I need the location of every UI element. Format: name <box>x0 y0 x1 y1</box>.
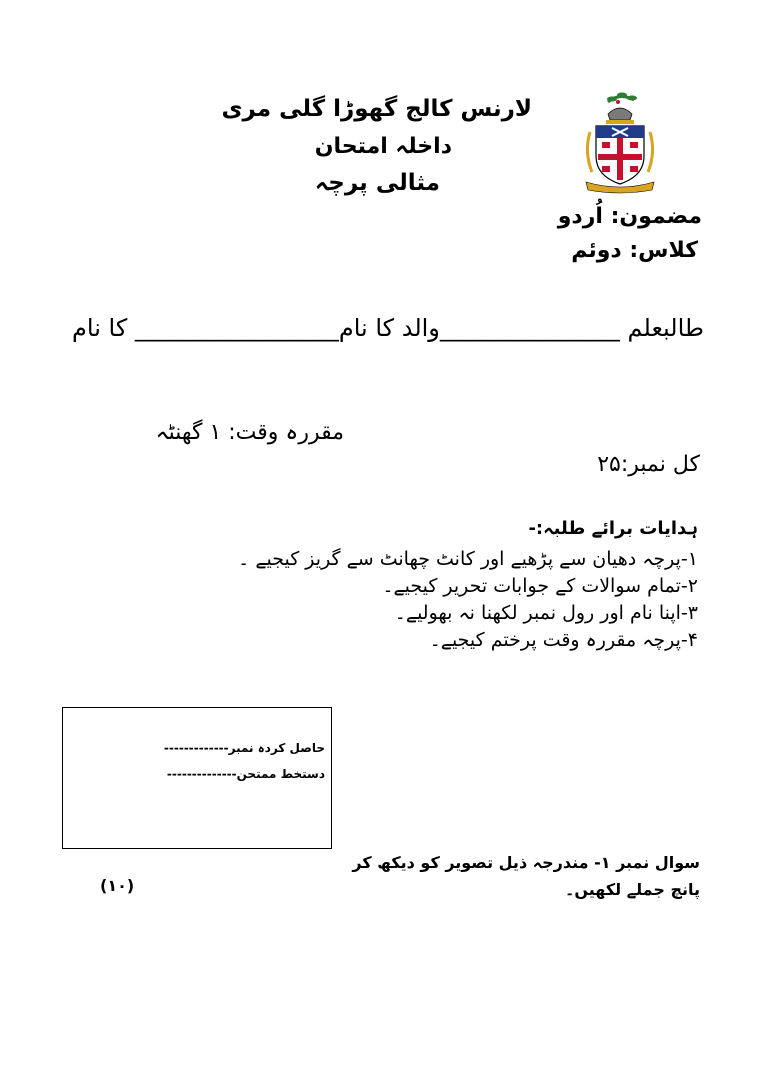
subject-label: مضمون: اُردو <box>557 204 702 229</box>
instruction-item: ۱-پرچہ دھیان سے پڑھیے اور کانٹ چھانٹ سے گریز کیجیے ۔ <box>238 548 698 570</box>
examiner-signature-line: دستخط ممتحن-------------- <box>166 767 325 781</box>
exam-type: داخلہ امتحان <box>314 134 452 159</box>
college-crest-logo <box>578 92 662 194</box>
instructions-list <box>238 546 698 654</box>
total-marks: کل نمبر:۲۵ <box>597 452 700 477</box>
instruction-item: ۲-تمام سوالات کے جوابات تحریر کیجیے۔ <box>382 575 698 597</box>
instruction-item: ۳-اپنا نام اور رول نمبر لکھنا نہ بھولیے۔ <box>394 602 698 624</box>
question-1-marks: (۱۰) <box>100 876 135 895</box>
question-1-text: سوال نمبر ۱- مندرجہ ذیل تصویر کو دیکھ کر پانچ جملے لکھیں۔ <box>352 853 700 899</box>
paper-type: مثالی پرچہ <box>314 170 440 196</box>
class-label: کلاس: دوئم <box>571 238 698 263</box>
marks-obtained-line: حاصل کردہ نمبر------------- <box>163 741 325 755</box>
instructions-heading: ہدایات برائے طلبہ:- <box>528 518 698 539</box>
score-box <box>62 707 332 849</box>
time-allowed: مقررہ وقت: ۱ گھنٹہ <box>155 420 344 445</box>
name-fields: طالبعلم _______________والد کا نام_________________ کا نام <box>72 314 704 342</box>
instruction-item: ۴-پرچہ مقررہ وقت پرختم کیجیے۔ <box>429 629 698 651</box>
college-name: لارنس کالج گھوڑا گلی مری <box>221 96 532 122</box>
